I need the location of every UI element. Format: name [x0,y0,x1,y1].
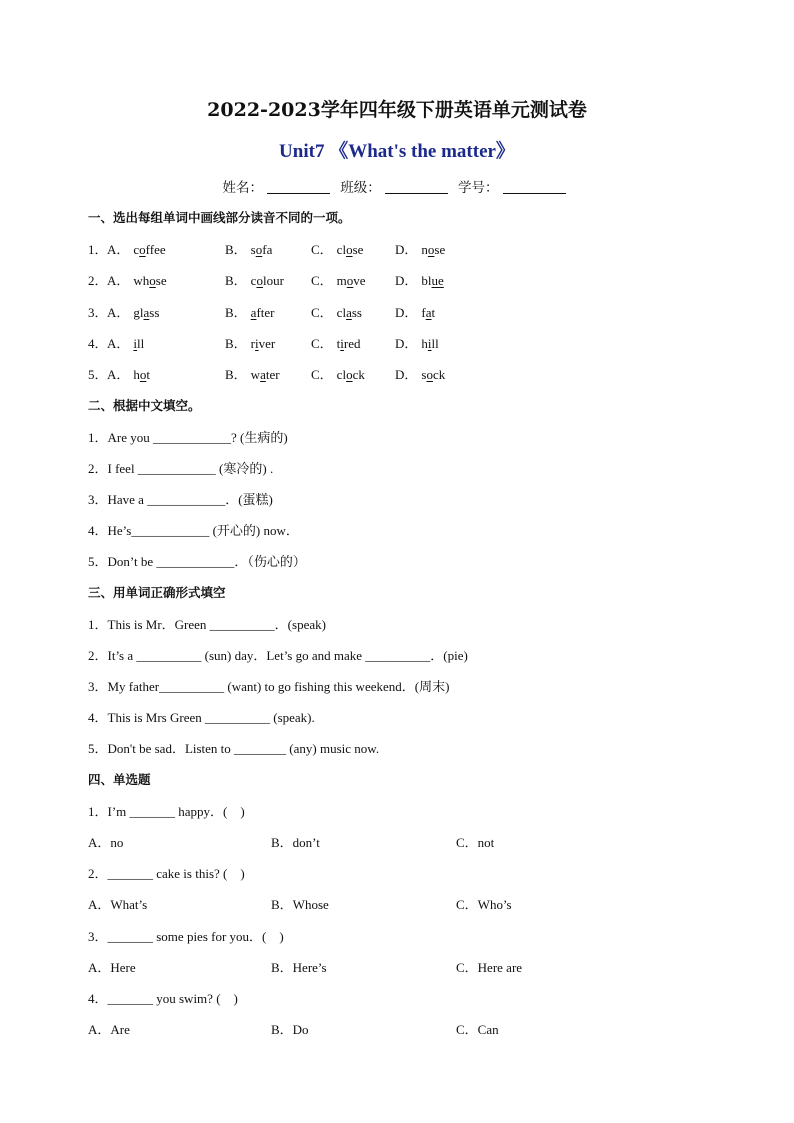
id-blank[interactable] [503,181,566,194]
option-b[interactable]: B．Whose [271,897,329,912]
phonics-option[interactable] [395,302,435,321]
phonics-option[interactable] [395,333,439,352]
word-part: bl [421,273,432,288]
word-part: f [421,305,426,320]
word-part: red [343,336,361,351]
phonics-option[interactable] [395,364,445,383]
phonics-option[interactable] [225,333,275,352]
underlined-part: o [256,273,263,288]
underlined-part: o [139,242,146,257]
word-part: cl [336,367,347,382]
option-a[interactable]: A．What’s [88,897,148,912]
word-part: fa [262,242,273,257]
underlined-part: a [143,305,150,320]
word-part: n [421,242,428,257]
word-part: ll [137,336,145,351]
option-letter: A． [107,336,130,351]
underlined-part: o [426,367,433,382]
section3-item: 1．This is Mr．Green __________．(speak) [88,617,326,632]
underlined-part: i [340,336,344,351]
word-part: cl [336,242,347,257]
word-part: ss [351,305,362,320]
option-letter: C． [311,242,333,257]
word-part: h [133,367,140,382]
word-part: ck [432,367,446,382]
question-number: 2． [88,273,108,288]
option-letter: D． [395,242,418,257]
word-part: w [250,367,261,382]
phonics-option[interactable] [395,239,445,258]
phonics-option[interactable] [107,239,166,258]
option-letter: C． [311,336,333,351]
word-part: c [133,242,140,257]
word-part: ter [265,367,280,382]
option-letter: D． [395,305,418,320]
word-part: h [421,336,428,351]
option-c[interactable]: C．Here are [456,960,523,975]
word-part: ve [353,273,366,288]
section4-heading: 四、单选题 [88,772,151,787]
question-number: 4． [88,336,108,351]
word-part: fter [256,305,275,320]
word-part: gl [133,305,144,320]
option-letter: D． [395,367,418,382]
question-number: 1． [88,242,108,257]
option-a[interactable]: A．Are [88,1022,130,1037]
question-number: 3． [88,305,108,320]
word-part: r [250,336,256,351]
option-letter: C． [311,367,333,382]
underlined-part: a [260,367,266,382]
option-letter: B． [225,242,247,257]
option-letter: D． [395,336,418,351]
student-info-row [0,176,794,196]
section3-item: 3．My father__________ (want) to go fishing this weekend．(周末) [88,679,450,694]
phonics-option[interactable] [107,364,150,383]
option-letter: B． [225,273,247,288]
phonics-option[interactable] [311,239,363,258]
section2-item: 2．I feel ____________ (寒冷的) . [88,461,274,476]
phonics-option[interactable] [311,333,361,352]
word-part: m [336,273,347,288]
class-blank[interactable] [385,181,448,194]
word-part: t [146,367,151,382]
phonics-option[interactable] [311,270,366,289]
section3-item: 4．This is Mrs Green __________ (speak). [88,710,315,725]
option-letter: A． [107,242,130,257]
word-part: ss [149,305,160,320]
section2-heading: 二、根据中文填空。 [88,398,201,413]
underlined-part: i [255,336,259,351]
underlined-part: o [346,367,353,382]
section2-item: 4．He’s____________ (开心的) now． [88,523,299,538]
word-part: se [352,242,364,257]
section2-item: 1．Are you ____________? (生病的) [88,430,288,445]
underlined-part: o [427,242,435,257]
unit-subtitle: Unit7 《What's the matter》 [279,141,515,162]
underlined-part: i [133,336,138,351]
option-c[interactable]: C．Who’s [456,897,512,912]
word-part: c [250,273,257,288]
word-part: ck [352,367,365,382]
option-a[interactable]: A．Here [88,960,136,975]
word-part: s [250,242,256,257]
phonics-option[interactable] [107,302,159,321]
underlined-part: a [425,305,432,320]
word-part: ffee [145,242,166,257]
underlined-part: o [346,242,353,257]
option-letter: B． [225,336,247,351]
option-b[interactable]: B．Here’s [271,960,327,975]
option-b[interactable]: B．Do [271,1022,309,1037]
section2-item: 3．Have a ____________．(蛋糕) [88,492,273,507]
section3-heading: 三、用单词正确形式填空 [88,585,226,600]
id-label: 学号： [458,180,499,196]
word-part: lour [262,273,284,288]
option-letter: A． [107,273,130,288]
underlined-part: o [139,367,147,382]
phonics-option[interactable] [311,302,362,321]
section4-question: 2．_______ cake is this? ( ) [88,866,245,881]
word-part: cl [336,305,347,320]
option-a[interactable]: A．no [88,835,124,850]
class-label: 班级： [340,180,381,196]
phonics-option[interactable] [225,302,275,321]
section3-item: 5．Don't be sad．Listen to ________ (any) music now. [88,741,380,756]
word-part: wh [133,273,150,288]
name-label: 姓名： [222,180,263,196]
option-letter: C． [311,305,333,320]
word-part: se [434,242,446,257]
section4-question: 3．_______ some pies for you．( ) [88,929,284,944]
word-part: se [155,273,167,288]
word-part: t [336,336,341,351]
phonics-option[interactable] [107,270,167,289]
phonics-option[interactable] [225,239,272,258]
phonics-option[interactable] [395,270,444,289]
section1-heading: 一、选出每组单词中画线部分读音不同的一项。 [88,210,351,225]
option-letter: B． [225,367,247,382]
section2-item: 5．Don’t be ____________．（伤心的） [88,554,306,569]
word-part: s [421,367,427,382]
option-letter: D． [395,273,418,288]
underlined-part: a [346,305,352,320]
option-c[interactable]: C．not [456,835,495,850]
underlined-part: ue [431,273,444,288]
word-part: ver [258,336,276,351]
underlined-part: o [149,273,156,288]
section4-question: 4．_______ you swim? ( ) [88,991,238,1006]
question-number: 5． [88,367,108,382]
underlined-part: o [346,273,354,288]
name-blank[interactable] [267,181,330,194]
option-letter: A． [107,305,130,320]
option-letter: B． [225,305,247,320]
section4-question: 1．I’m _______ happy．( ) [88,804,245,819]
option-b[interactable]: B．don’t [271,835,320,850]
page-title: 2022-2023学年四年级下册英语单元测试卷 [207,99,587,121]
underlined-part: o [255,242,263,257]
option-letter: C． [311,273,333,288]
word-part: ll [431,336,439,351]
option-c[interactable]: C．Can [456,1022,499,1037]
option-letter: A． [107,367,130,382]
phonics-option[interactable] [107,333,144,352]
word-part: t [431,305,436,320]
phonics-option[interactable] [225,270,284,289]
underlined-part: i [427,336,432,351]
phonics-option[interactable] [311,364,365,383]
underlined-part: a [250,305,257,320]
phonics-option[interactable] [225,364,280,383]
section3-item: 2．It’s a __________ (sun) day．Let’s go and make __________．(pie) [88,648,468,663]
